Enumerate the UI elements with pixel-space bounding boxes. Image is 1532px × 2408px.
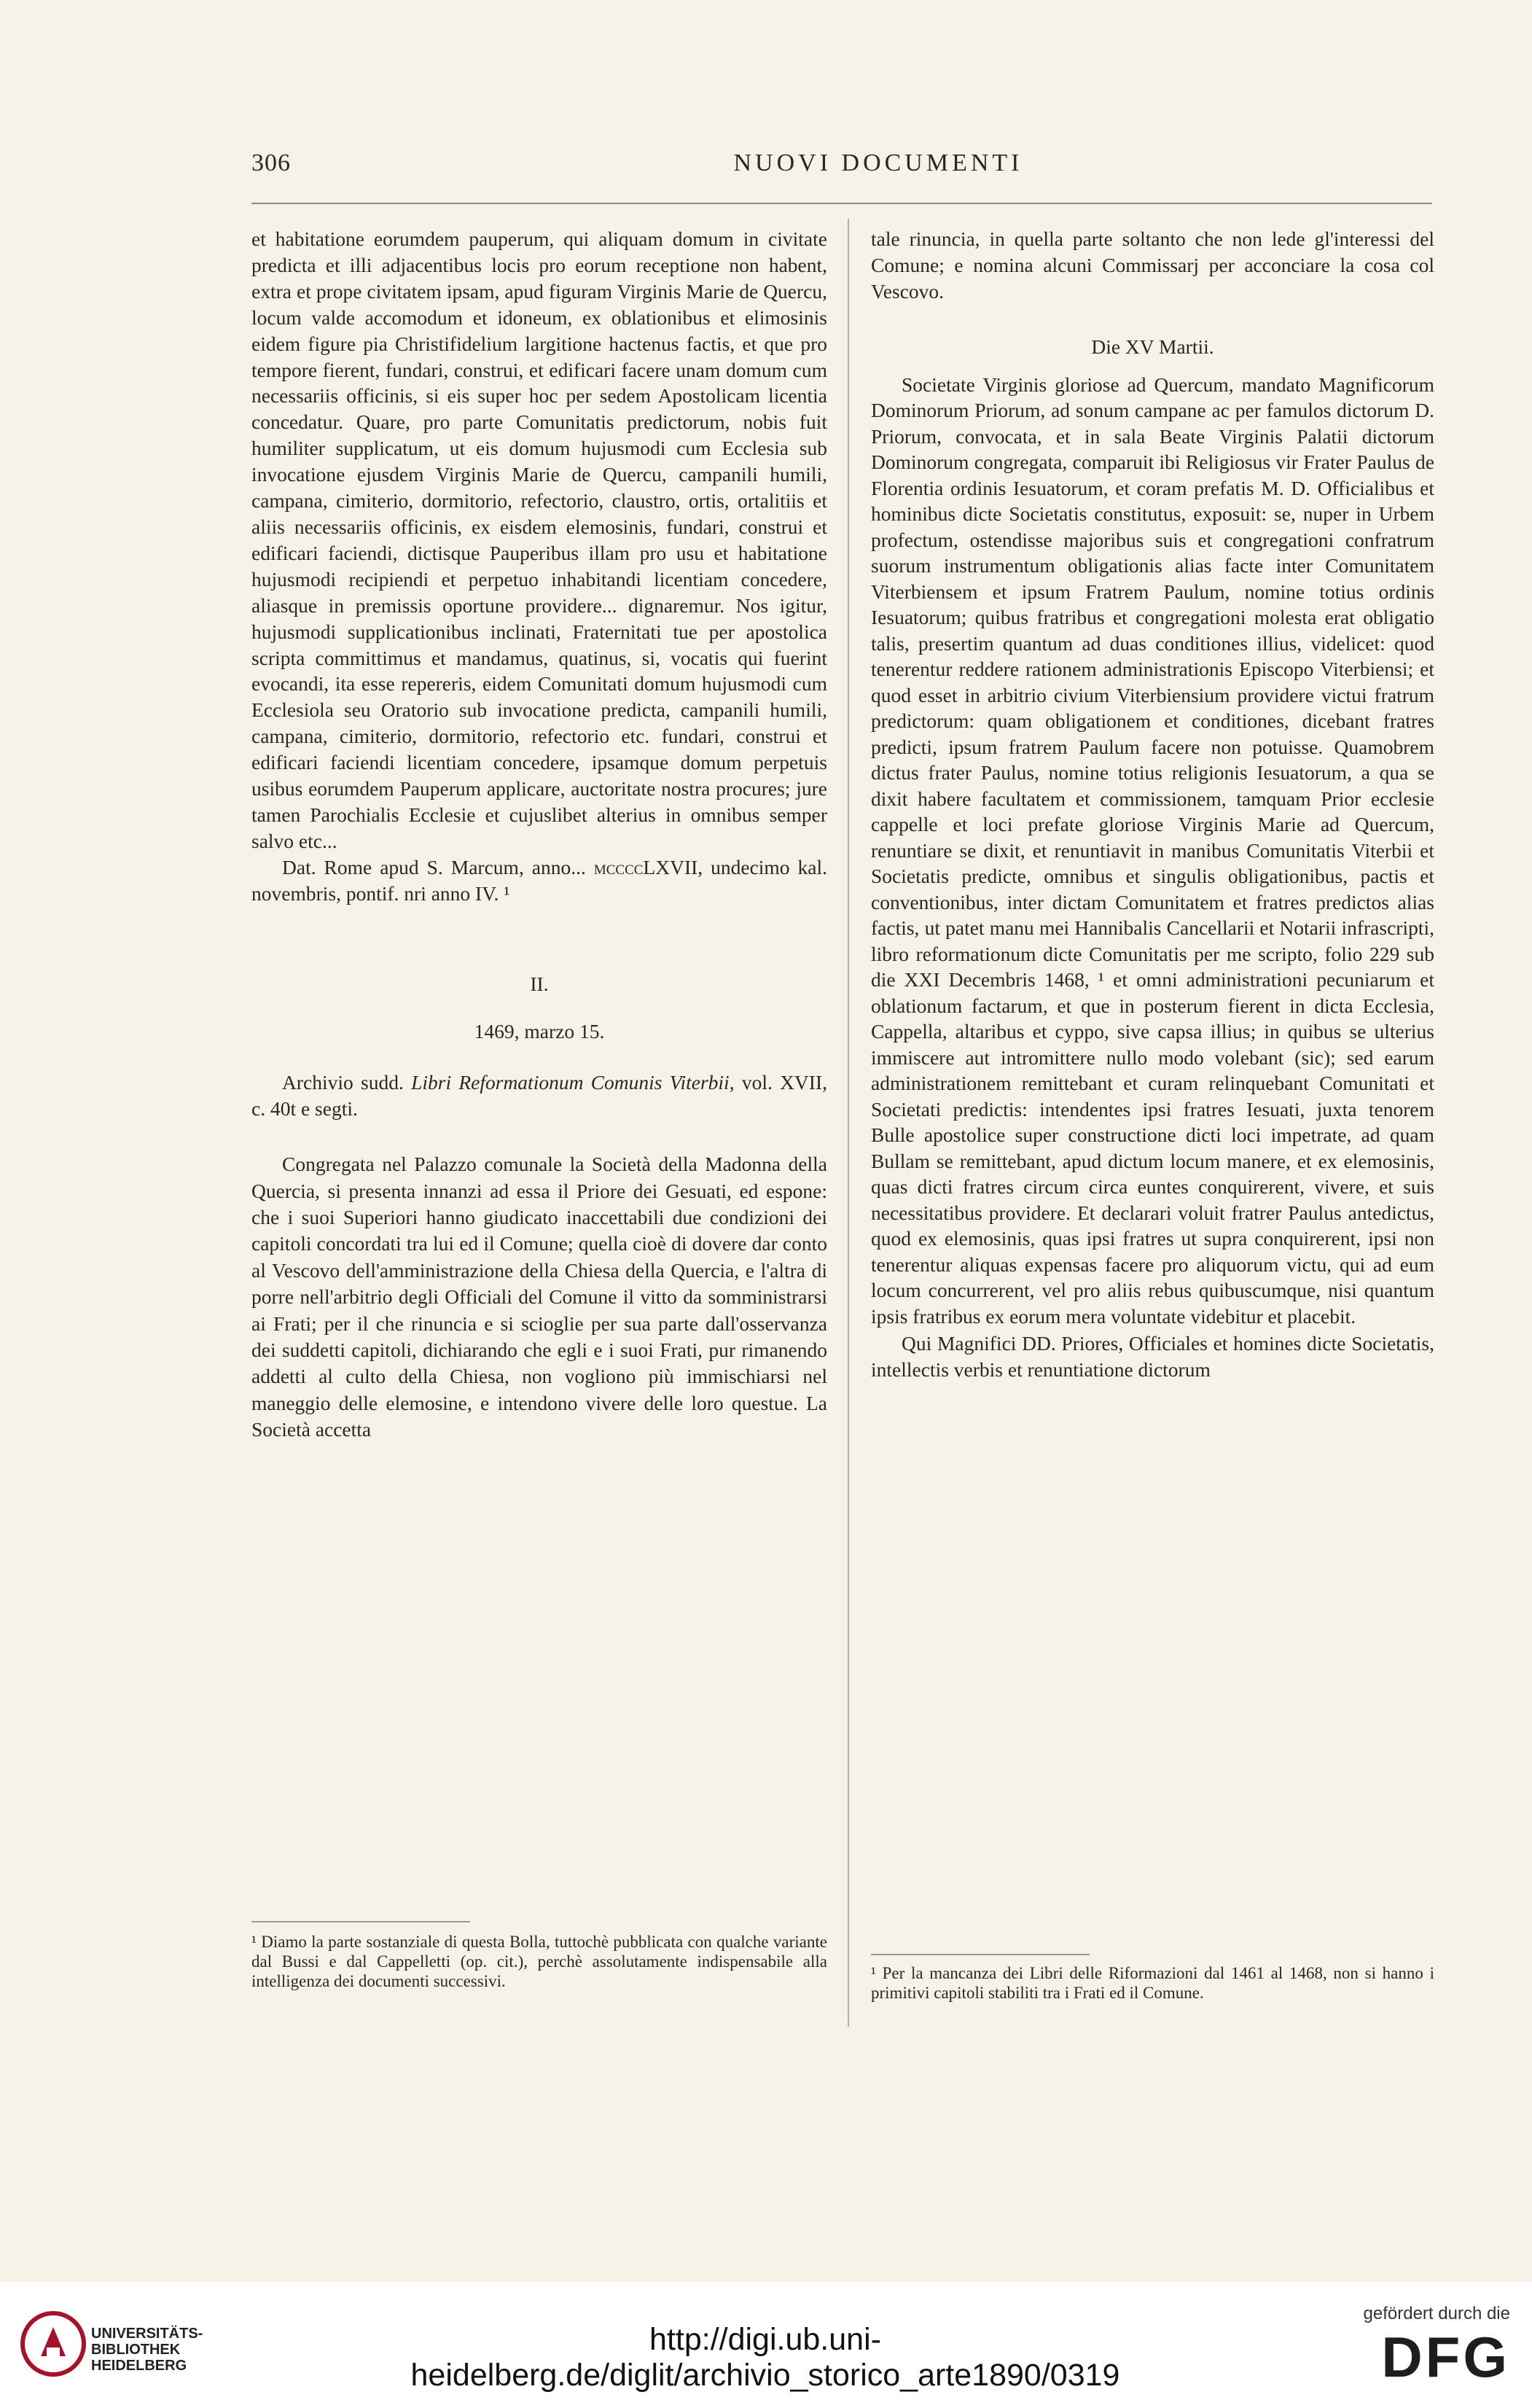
column-divider (848, 219, 849, 2027)
footnote-rule-left (251, 1921, 470, 1922)
source-citation (251, 1069, 827, 1122)
latin-record: Societate Virginis gloriose ad Quercum, mandato Magnificorum Dominorum Priorum, ad sonum campane ac per famulos dictorum D. Priorum, convocata, et in sala Beate Virginis Palatii dictorum Dominorum congregata, comparuit ibi Religiosus vir Frater Paulus de Florentia ordinis Iesuatorum, et coram prefatis M. D. Officialibus et hominibus dicte Societatis constitutus, exposuit: se, nuper in Urbem profectum, ostendisse majoribus suis et congregationi confratrum suorum instrumentum obligationis alias facte inter Comunitatem Viterbiensem et ipsum Fratrem Paulum, nomine totius ordinis Iesuatorum; quibus fratribus et congregationi molesta erat obligatio talis, presertim quantum ad duas conditiones illius, videlicet: quod tenerentur reddere rationem administrationis Episcopo Viterbiensi; et quod esset in arbitrio civium Viterbiensium providere victui fratrum predictorum: quam obligationem et conditiones, dicebant fratres predicti, ipsum fratrem Paulum facere non potuisse. Quamobrem dictus frater Paulus, nomine totius religionis Iesuatorum, a qua se dixit habere facultatem et commissionem, tamquam Prior ecclesie cappelle et loci prefate gloriose Virginis Marie ad Quercum, renuntiare se dixit, et renuntiavit in manibus Comunitatis Viterbii et Societatis predicte, omnibus et singulis obligationibus, pactis et conventionibus, inter dictam Comunitatem et fratres predictos alias factis, ut patet manu mei Hannibalis Cancellarii et Notarii infrascripti, libro reformationum dicte Comunitatis per me scripto, folio 229 sub die XXI Decembris 1468, ¹ et omni administrationi pecuniarum et oblationum factarum, et que in posterum fierent in dicta Ecclesia, Cappella, altaribus et cyppo, sive capsa illius; in quibus se ulterius immiscere aut intromittere nullo modo volebant (sic); sed earum administrationem remittebant et curam relinquebant Comunitati et Societati predictis: intendentes ipsi fratres Iesuati, juxta tenorem Bulle apostolice super constructione dicti loci impetrate, ad quam Bullam se remittebant, apud dictum locum manere, et ex elemosinis, quas dicti fratres circum circa euntes conquirerent, vivere, et suis necessitatibus providere. Et declarari voluit fratrer Paulus antedictus, quod ex elemosinis, quas ipsi fratres ut supra conquirerent, ipsi non tenerentur aliquas expensas facere pro aliquorum victu, qui ad eum locum concurrerent, vel pro aliis rebus quibuscumque, nisi quantum ipsis fratribus ex eorum mera voluntate videbitur et placebit. (871, 373, 1434, 1328)
dat-line-prefix: Dat. Rome apud S. Marcum, anno... (282, 855, 594, 878)
digitization-footer (0, 2282, 1532, 2408)
source-url-link[interactable]: http://digi.ub.uni-heidelberg.de/diglit/archivio_storico_arte1890/0319 (410, 2322, 1120, 2393)
footnote-rule-right (871, 1954, 1090, 1955)
running-head (251, 149, 1432, 193)
source-title: Libri Reformationum Comunis Viterbii (411, 1071, 730, 1094)
summary-continuation: tale rinuncia, in quella parte soltanto che non lede gl'interessi del Comune; e nomina alcuni Commissarj per acconciare la cosa col Vescovo. (871, 227, 1434, 303)
left-column (251, 226, 827, 1443)
university-name (91, 2326, 203, 2374)
date-heading: Die XV Martii. (1091, 335, 1214, 358)
source-suffix: , vol. XVII, c. 40t e segti. (251, 1071, 827, 1121)
footnote-right: ¹ Per la mancanza dei Libri delle Riformazioni dal 1461 al 1468, non si hanno i primitivi capitoli stabiliti tra i Frati ed il Comune. (871, 1964, 1434, 2002)
footnote-left: ¹ Diamo la parte sostanziale di questa Bolla, tuttochè pubblicata con qualche variante dal Bussi e dal Cappelletti (op. cit.), perchè assolutamente indispensabile alla intelligenza dei documenti successivi. (251, 1933, 827, 1990)
dat-line-suffix: , undecimo kal. novembris, pontif. nri anno IV. ¹ (251, 855, 827, 905)
italian-summary: Congregata nel Palazzo comunale la Società della Madonna della Quercia, si presenta innanzi ad essa il Priore dei Gesuati, ed espone: che i suoi Superiori hanno giudicato inaccettabili due condizioni dei capitoli concordati tra lui ed il Comune; quella cioè di dovere dar conto al Vescovo dell'amministrazione della Chiesa della Quercia, e l'altra di porre nell'arbitrio degli Officiali del Comune il vitto da somministrarsi ai Frati; per il che rinuncia e si scioglie per sua parte dall'osservanza dei suddetti capitoli, dichiarando che egli e i suoi Frati, pur rimanendo addetti al culto della Chiesa, non vogliono più immischiarsi nel maneggio delle elemosine, e intendono vivere delle loro questue. La Società accetta (251, 1153, 827, 1441)
right-column (871, 226, 1434, 1383)
bull-text: et habitatione eorumdem pauperum, qui aliquam domum in civitate predicta et illi adjacentibus locis pro eorum receptione non habent, extra et prope civitatem ipsam, apud figuram Virginis Marie de Quercu, locum valde accomodum et idoneum, ex oblationibus et elimosinis eidem figure pia Christifidelium largitione hactenus factis, et que pro tempore fierent, fundari, construi, et edificari facere unam domum cum necessariis officinis, si eis super hoc per sedem Apostolicam licentia concedatur. Quare, pro parte Comunitatis predictorum, nobis fuit humiliter supplicatum, ut eis domum hujusmodi cum Ecclesia sub invocatione ejusdem Virginis Marie de Quercu, campanili humili, campana, cimiterio, dormitorio, refectorio, claustro, ortis, ortalitiis et aliis necessariis officinis, ex eisdem elemosinis, fundari, construi et edificari faciendi, dictisque Pauperibus illam pro usu et habitatione hujusmodi recipiendi et perpetuo inhabitandi licentiam concedere, aliasque in premissis oportune providere... dignaremur. Nos igitur, hujusmodi supplicationibus inclinati, Fraternitati tue per apostolica scripta committimus et mandamus, quatinus, si, vocatis qui fuerint evocandi, ita esse repereris, eidem Comunitati domum hujusmodi cum Ecclesiola seu Oratorio sub invocatione predicta, campanili humili, campana, cimiterio, dormitorio, refectorio etc. fundari, construi et edificari faciendi licentiam concedere, ipsamque domum perpetuis usibus eorumdem Pauperum applicare, auctoritate nostra procures; jure tamen Parochialis Ecclesie et cujuslibet alterius in omnibus semper salvo etc... (251, 227, 827, 852)
source-prefix: Archivio sudd. (282, 1071, 412, 1094)
sponsor-block (1291, 2304, 1510, 2390)
university-line-3: HEIDELBERG (91, 2358, 187, 2374)
dat-line-year: mccccLXVII (593, 855, 698, 878)
dfg-logo: DFG (1381, 2325, 1510, 2389)
latin-record-continuation: Qui Magnifici DD. Priores, Officiales et homines dicte Societatis, intellectis verbis et renuntiatione dictorum (871, 1332, 1434, 1382)
section-number: II. (530, 972, 549, 995)
header-rule (251, 203, 1432, 204)
university-seal-icon (20, 2311, 86, 2377)
running-title: NUOVI DOCUMENTI (733, 149, 1023, 176)
page-number: 306 (251, 149, 291, 176)
university-line-2: BIBLIOTHEK (91, 2342, 181, 2358)
university-line-1: UNIVERSITÄTS- (91, 2326, 203, 2342)
dat-line (251, 854, 827, 907)
section-date: 1469, marzo 15. (474, 1020, 605, 1043)
sponsor-label: gefördert durch die (1363, 2304, 1510, 2323)
